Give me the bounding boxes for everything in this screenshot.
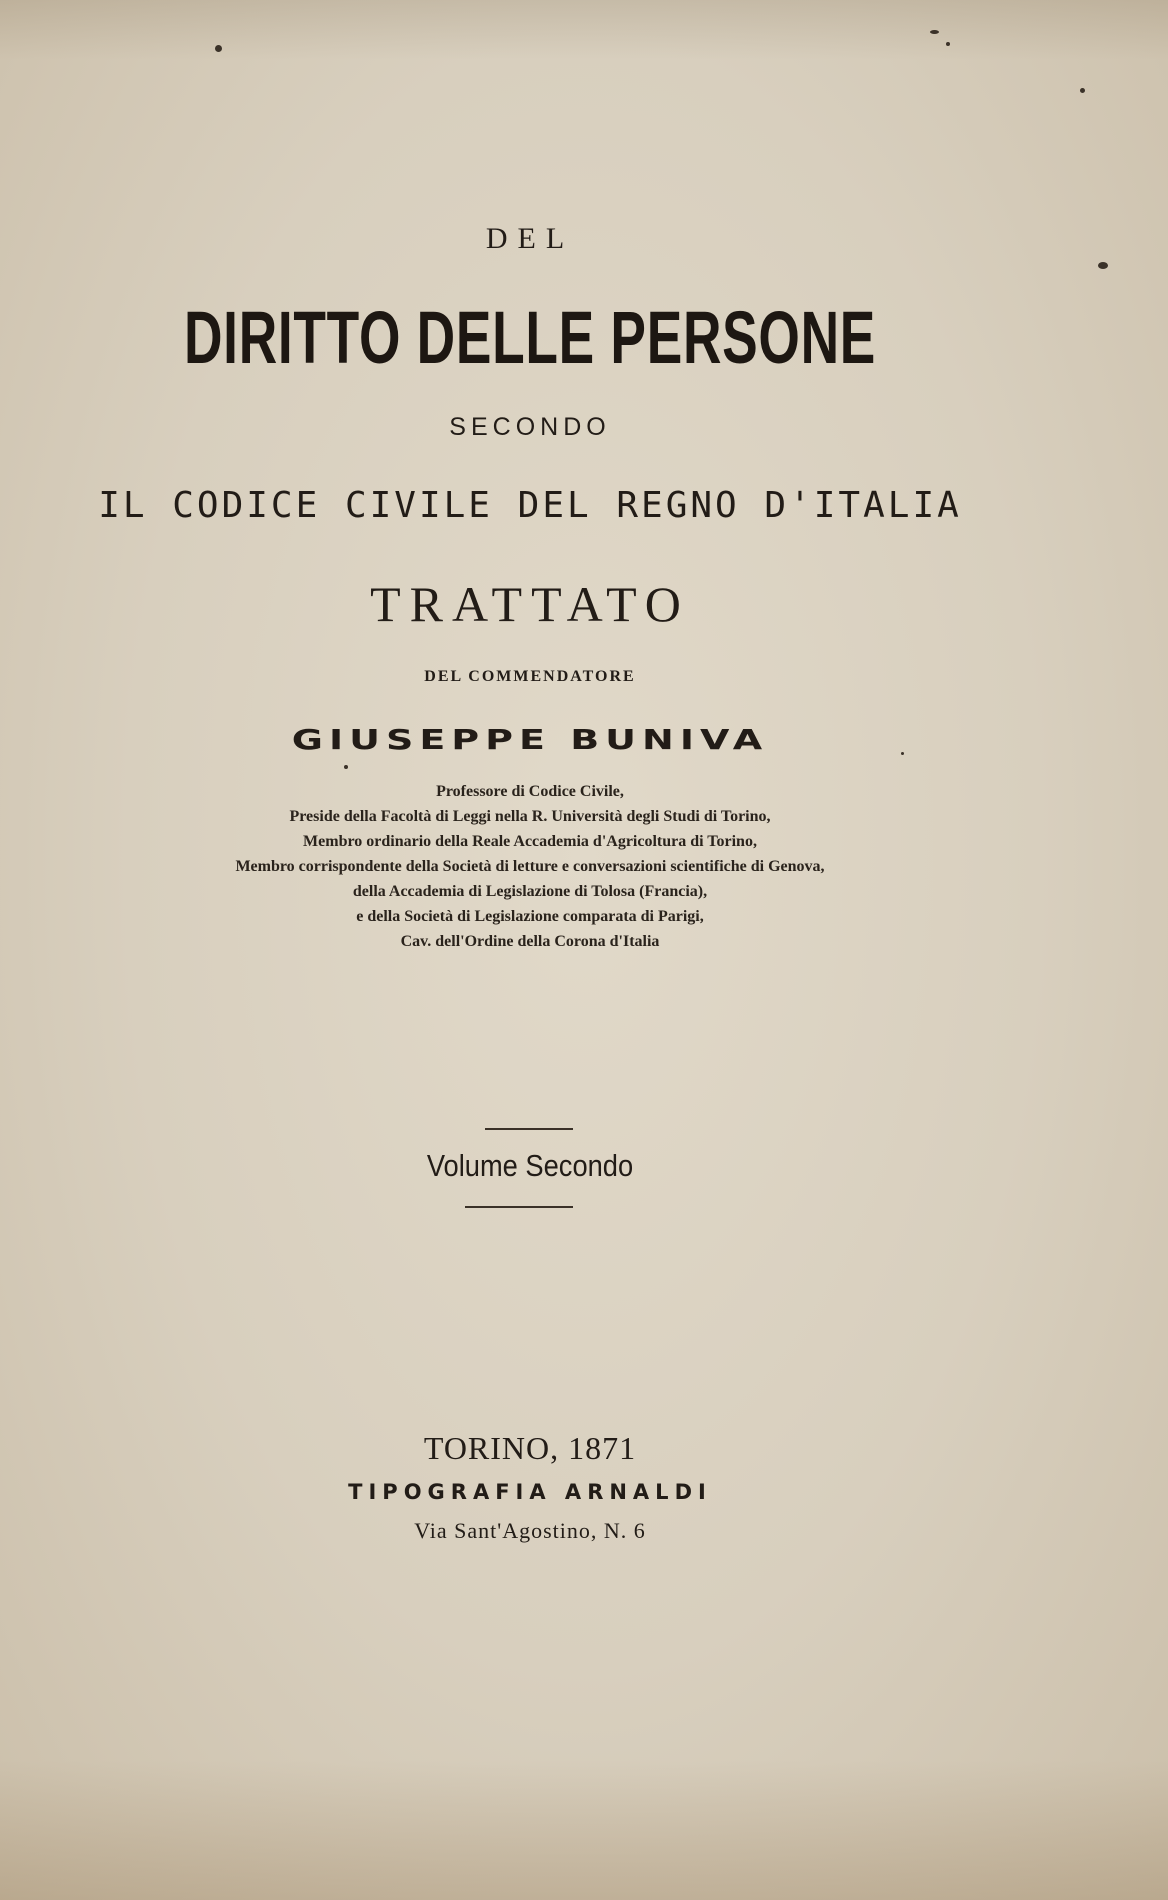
author-affiliation: Preside della Facoltà di Leggi nella R. Università degli Studi di Torino, — [289, 808, 771, 825]
paper-speck — [901, 752, 904, 755]
volume-rule-bottom — [465, 1206, 573, 1208]
imprint-address: Via Sant'Agostino, N. 6 — [414, 1518, 646, 1543]
title-preposition: DEL — [485, 222, 575, 255]
author-honorific: DEL COMMENDATORE — [424, 668, 636, 685]
author-affiliation: della Accademia di Legislazione di Tolosa (Francia), — [352, 883, 708, 900]
volume-rule-top — [485, 1128, 573, 1130]
author-affiliation: Cav. dell'Ordine della Corona d'Italia — [400, 933, 660, 950]
title-secondo: SECONDO — [449, 413, 611, 441]
volume-label: Volume Secondo — [426, 1148, 634, 1183]
paper-speck — [344, 765, 348, 769]
imprint-printer: TIPOGRAFIA ARNALDI — [348, 1480, 712, 1504]
work-type: TRATTATO — [370, 576, 690, 632]
author-affiliation: Membro corrispondente della Società di letture e conversazioni scientifiche di Genova, — [235, 858, 825, 875]
author-affiliation: e della Società di Legislazione comparata di Parigi, — [356, 908, 704, 925]
paper-speck — [1098, 262, 1108, 269]
title-subject: IL CODICE CIVILE DEL REGNO D'ITALIA — [98, 485, 962, 526]
book-title: DIRITTO DELLE PERSONE — [183, 296, 877, 379]
author-name: GIUSEPPE BUNIVA — [291, 723, 769, 756]
paper-speck — [930, 30, 939, 34]
imprint-city-year: TORINO, 1871 — [423, 1430, 637, 1466]
paper-speck — [946, 42, 950, 46]
author-affiliation: Membro ordinario della Reale Accademia d'Agricoltura di Torino, — [303, 833, 757, 850]
paper-speck — [1080, 88, 1085, 93]
paper-speck — [215, 45, 222, 52]
author-affiliation: Professore di Codice Civile, — [436, 783, 624, 800]
